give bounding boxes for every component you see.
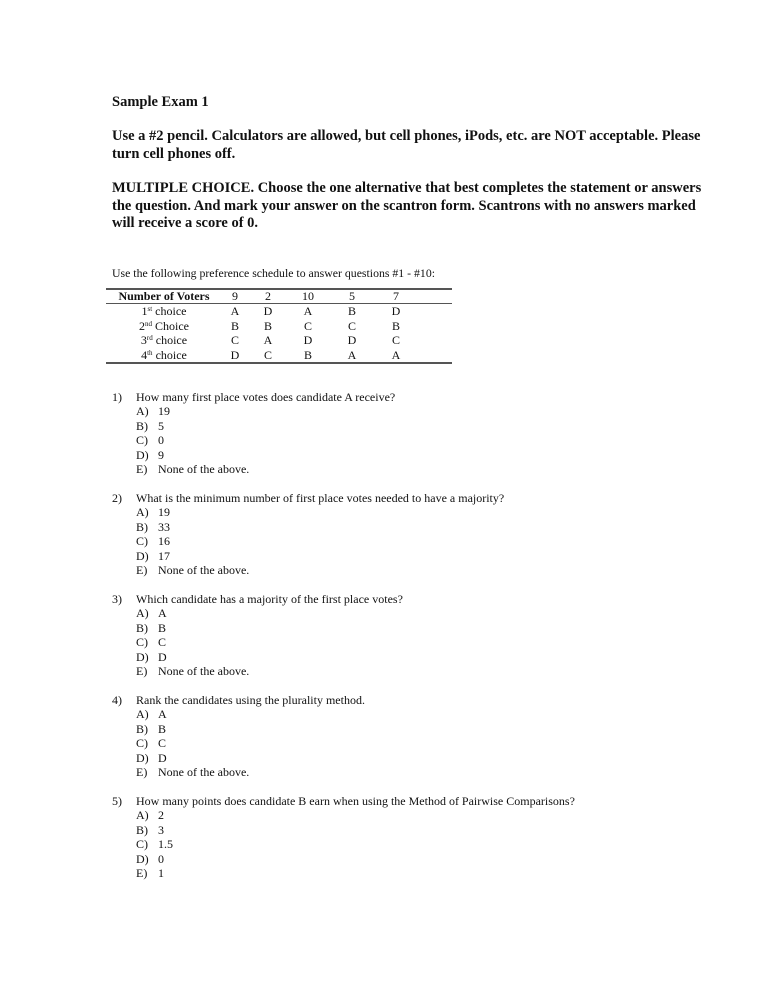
question-number: 5) (112, 794, 122, 808)
option-c[interactable]: C) C (136, 635, 167, 650)
table-row (106, 319, 452, 334)
voter-count: 9 (232, 289, 238, 303)
voter-count: 2 (265, 289, 271, 303)
row-label: 4th choice (141, 347, 187, 362)
pencil-instructions: Use a #2 pencil. Calculators are allowed, but cell phones, iPods, etc. are NOT acceptable. Please turn cell phones off. (112, 128, 701, 162)
voter-count: 10 (302, 289, 314, 303)
choice-cell: A (391, 347, 401, 362)
option-d[interactable]: D) 9 (136, 447, 164, 462)
choice-cell: A (230, 304, 240, 318)
option-b[interactable]: B) B (136, 721, 167, 736)
choice-cell: A (303, 304, 313, 318)
row-label: 1st choice (141, 304, 187, 318)
choice-cell: C (230, 333, 239, 347)
choice-cell: B (347, 304, 356, 318)
choice-cell: C (391, 333, 400, 347)
choice-cell: C (303, 318, 312, 333)
choice-cell: C (347, 318, 356, 333)
option-c[interactable]: C) C (136, 736, 167, 751)
table-bottom-rule (106, 362, 452, 364)
choice-cell: C (263, 347, 272, 362)
option-d[interactable]: D) 17 (136, 548, 170, 563)
option-a[interactable]: A) 19 (136, 404, 170, 419)
choice-cell: D (230, 347, 240, 362)
table-row (106, 333, 452, 348)
table-row (106, 348, 452, 363)
option-a[interactable]: A) 2 (136, 808, 164, 823)
question-number: 4) (112, 693, 122, 707)
question-number: 2) (112, 491, 122, 505)
question-number: 3) (112, 592, 122, 606)
option-a[interactable]: A) A (136, 606, 167, 621)
voter-count: 5 (349, 289, 355, 303)
choice-cell: B (230, 318, 239, 333)
question-number: 1) (112, 390, 122, 404)
option-e[interactable]: E) None of the above. (136, 664, 250, 678)
schedule-intro: Use the following preference schedule to answer questions #1 - #10: (112, 266, 436, 280)
option-c[interactable]: C) 1.5 (136, 837, 173, 852)
choice-cell: D (347, 333, 357, 347)
option-a[interactable]: A) A (136, 707, 167, 722)
option-c[interactable]: C) 16 (136, 534, 170, 549)
option-e[interactable]: E) 1 (136, 866, 164, 880)
choice-cell: B (303, 347, 312, 362)
option-c[interactable]: C) 0 (136, 433, 164, 448)
header-label: Number of Voters (118, 289, 210, 303)
exam-title: Sample Exam 1 (112, 94, 209, 110)
choice-cell: D (263, 304, 273, 318)
option-b[interactable]: B) 3 (136, 822, 164, 837)
choice-cell: D (391, 304, 401, 318)
option-a[interactable]: A) 19 (136, 505, 170, 520)
voter-count: 7 (393, 289, 399, 303)
multiple-choice-instructions: MULTIPLE CHOICE. Choose the one alternative that best completes the statement or answers the question. And mark your answer on the scantron form. Scantrons with no answers marked will receive a score of 0. (112, 180, 702, 231)
table-header-row (106, 289, 452, 304)
question-text: How many points does candidate B earn when using the Method of Pairwise Comparisons? (136, 794, 575, 808)
row-label: 3rd choice (140, 333, 188, 347)
option-b[interactable]: B) B (136, 620, 167, 635)
choice-cell: B (391, 318, 400, 333)
option-d[interactable]: D) 0 (136, 851, 164, 866)
option-e[interactable]: E) None of the above. (136, 563, 250, 577)
choice-cell: D (303, 333, 313, 347)
choice-cell: A (263, 333, 273, 347)
option-d[interactable]: D) D (136, 649, 167, 664)
option-e[interactable]: E) None of the above. (136, 765, 250, 779)
choice-cell: B (263, 318, 272, 333)
row-label: 2nd Choice (139, 318, 189, 333)
option-e[interactable]: E) None of the above. (136, 462, 250, 476)
question-text: Rank the candidates using the plurality method. (136, 693, 365, 707)
question-text: Which candidate has a majority of the first place votes? (136, 592, 403, 606)
question-text: How many first place votes does candidate A receive? (136, 390, 396, 404)
table-row (106, 304, 452, 319)
question-text: What is the minimum number of first place votes needed to have a majority? (136, 491, 505, 505)
choice-cell: A (347, 347, 357, 362)
option-b[interactable]: B) 5 (136, 418, 164, 433)
option-b[interactable]: B) 33 (136, 519, 170, 534)
option-d[interactable]: D) D (136, 750, 167, 765)
